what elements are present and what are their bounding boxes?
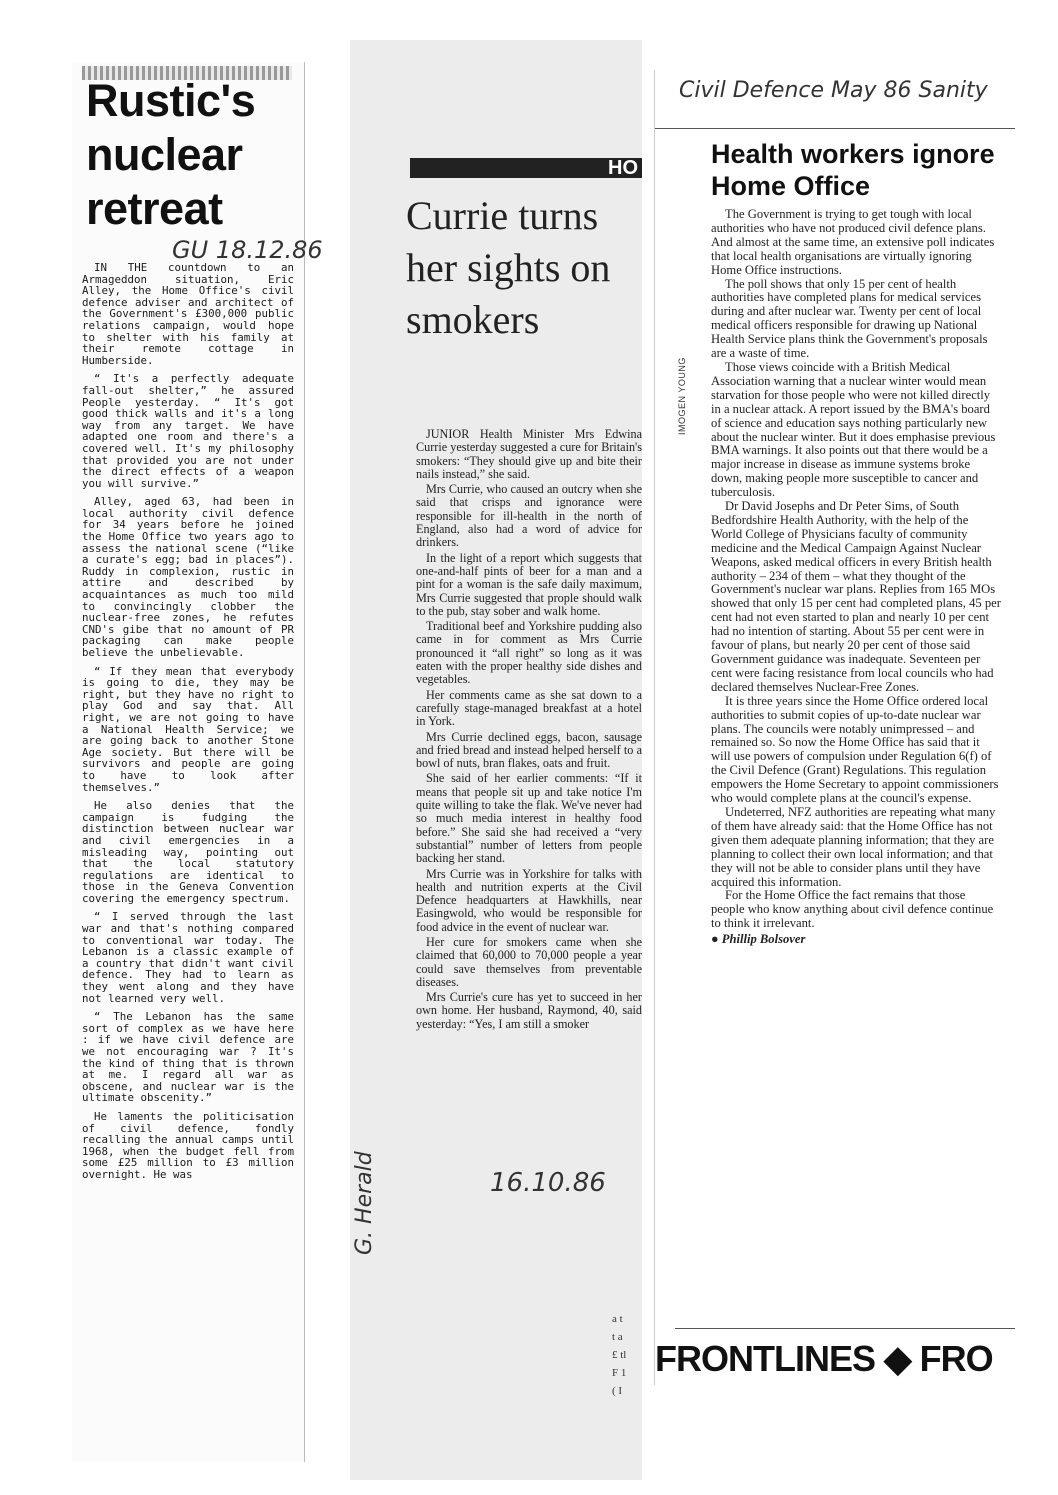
paragraph: Dr David Josephs and Dr Peter Sims, of South Bedfordshire Health Authority, with the help of the World College of Physicians faculty of community medicine and the Medical Campaign Against Nuclear Weapons, asked medical officers in every British health authority – 234 of them – what they thought of the Government's nuclear war plans. Replies from 165 MOs showed that only 15 per cent had completed plans, 45 per cent had not even started to plan and nearly 10 per cent had no intention of starting. About 55 per cent were in favour of plans, but nearly 20 per cent of those said Government guidance was inadequate. Seventeen per cent were facing resistance from local councils who had declared themselves Nuclear-Free Zones. <box>711 499 1001 694</box>
paragraph: The Government is trying to get tough with local authorities who have not produced civil defence plans. And almost at the same time, an extensive poll indicates that local health organisations are virtually ignoring Home Office instructions. <box>711 207 995 277</box>
article-body <box>416 428 642 1033</box>
paragraph: “ The Lebanon has the same sort of complex as we have here : if we have civil defence are we not encouraging war ? It's the kind of thing that is thrown at me. I regard all war as obscene, and nuclear war is the ultimate obscenity.” <box>82 1010 294 1105</box>
handwritten-source: G. Herald <box>352 1151 377 1255</box>
paragraph: Mrs Currie declined eggs, bacon, sausage and fried bread and instead helped herself to a bowl of nuts, bran flakes, oats and fruit. <box>416 729 642 771</box>
paragraph: Mrs Currie, who caused an outcry when she said that crisps and ignorance were responsible for ill-health in the north of England, also had a word of advice for drinkers. <box>416 482 642 550</box>
section-header-bar: HO <box>410 158 642 178</box>
byline: ● Phillip Bolsover <box>711 932 806 947</box>
paragraph: In the light of a report which suggests that one-and-half pints of beer for a man and a pint for a woman is the safe daily maximum, Mrs Currie suggested that prople should walk to the pub, stay sober and walk home. <box>416 550 642 618</box>
paragraph: JUNIOR Health Minister Mrs Edwina Currie yesterday suggested a cure for Britain's smokers: “They should give up and bite their nails instead,” she said. <box>416 427 642 481</box>
paragraph: Her cure for smokers came when she claimed that 60,000 to 70,000 people a year could save themselves from preventable diseases. <box>416 934 642 989</box>
bottom-rule <box>675 1328 1015 1329</box>
paragraph: IN THE countdown to an Armageddon situation, Eric Alley, the Home Office's civil defence adviser and architect of the Government's £300,000 public relations campaign, would hope to shelter with his family at their remote cottage in Humberside. <box>82 261 294 367</box>
headline: Currie turns her sights on smokers <box>406 193 611 342</box>
paragraph: Those views coincide with a British Medical Association warning that a nuclear winter would mean starvation for those people who were not killed directly in a nuclear attack. A report issued by the BMA's board of science and education says nothing particularly new about the nuclear winter. But it does emphasise previous BMA warnings. It also points out that there would be a major increase in disease as immune systems broke down, making people more susceptible to cancer and tuberculosis. <box>711 359 996 500</box>
paragraph: The poll shows that only 15 per cent of health authorities have completed plans for medical services during and after nuclear war. Twenty per cent of local medical officers responsible for drawing up National Health Service plans think the Government's proposals are a waste of time. <box>711 276 988 361</box>
handwritten-date: GU 18.12.86 <box>172 236 323 264</box>
vertical-credit: IMOGEN YOUNG <box>677 357 687 435</box>
paragraph: Mrs Currie's cure has yet to succeed in her own home. Her husband, Raymond, 40, said yesterday: “Yes, I am still a smoker <box>416 990 642 1031</box>
paragraph: Her comments came as she sat down to a carefully stage-managed breakfast at a hotel in York. <box>416 687 642 729</box>
paragraph: Undeterred, NFZ authorities are repeating what many of them have already said: that the Home Office has not given them adequate planning information; that they are planning to collect their own local information; and that they will not be able to consider plans until they have acquired this information. <box>711 804 996 889</box>
adjacent-column-fragment: a t t a £ tl F 1 ( I <box>612 1313 627 1397</box>
paragraph: It is three years since the Home Office ordered local authorities to submit copies of up-to-date nuclear war plans. The councils were notably unimpressed – and remained so. So now the Home Office has said that it will use powers of compulsion under Regulation 6(f) of the Civil Defence (Grant) Regulations. This regulation empowers the Home Secretary to appoint commissioners who would complete plans at the council's expense. <box>711 693 999 806</box>
paragraph: She said of her earlier comments: “If it means that people sit up and take notice I'm quite willing to take the flak. We've never had so much media interest in healthy food before.” She said she had received a “very substantial” number of letters from people backing her stand. <box>416 771 642 866</box>
paragraph: “ I served through the last war and that's nothing compared to conventional war today. The Lebanon is a classic example of a country that didn't want civil defence. They had to learn as they went along and they have not learned very well. <box>82 910 294 1005</box>
headline: Health workers ignore Home Office <box>711 139 995 201</box>
headline: Rustic's nuclear retreat <box>86 75 256 234</box>
paragraph: Traditional beef and Yorkshire pudding also came in for comment as Mrs Currie pronounced it “all right” so long as it was eaten with the proper healthy side dishes and vegetables. <box>416 619 642 687</box>
paragraph: “ It's a perfectly adequate fall-out shelter,” he assured People yesterday. “ It's got good thick walls and it's a long way from any target. We have adapted one room and there's a covered well. It's my philosophy that provided you are not under the direct effects of a weapon you will survive.” <box>82 372 294 490</box>
frontlines-banner: FRONTLINES ◆ FRO <box>655 1338 993 1379</box>
clipping-currie-smokers <box>350 40 642 1480</box>
paragraph: He also denies that the campaign is fudging the distinction between nuclear war and civil emergencies in a misleading way, pointing out that the local statutory regulations are identical to those in the Geneva Convention covering the emergency spectrum. <box>82 799 294 905</box>
top-rule <box>655 128 1015 129</box>
paragraph: He laments the politicisation of civil defence, fondly recalling the annual camps until 1968, when the budget fell from some £25 million to £3 million overnight. He was <box>82 1109 294 1181</box>
article-body <box>82 262 294 1188</box>
paragraph: For the Home Office the fact remains that those people who know anything about civil defence continue to think it irrelevant. <box>711 888 994 931</box>
clipping-health-workers <box>654 70 1015 1385</box>
clipping-rustics-nuclear-retreat <box>72 62 323 1462</box>
handwritten-note: Civil Defence May 86 Sanity <box>679 78 988 103</box>
paragraph: Alley, aged 63, had been in local authority civil defence for 34 years before he joined the Home Office two years ago to assess the national scene (“like a curate's egg; bad in places”). Ruddy in complexion, rustic in attire and described by acquaintances as much too mild to convincingly clobber the nuclear-free zones, he refutes CND's gibe that no amount of PR packaging can make people believe the unbelievable. <box>82 495 294 659</box>
paragraph: “ If they mean that everybody is going to die, they may be right, but they have no right to play God and say that. All right, we are not going to have a National Health Service; we are going back to another Stone Age society. But there will be survivors and people are going to have to look after themselves.” <box>82 664 294 794</box>
handwritten-date: 16.10.86 <box>490 1168 606 1198</box>
paragraph: Mrs Currie was in Yorkshire for talks with health and nutrition experts at the Civil Defence headquarters at Hawkhills, near Easingwold, who would be responsible for food advice in the event of nuclear war. <box>416 866 642 934</box>
article-body <box>711 208 1001 947</box>
